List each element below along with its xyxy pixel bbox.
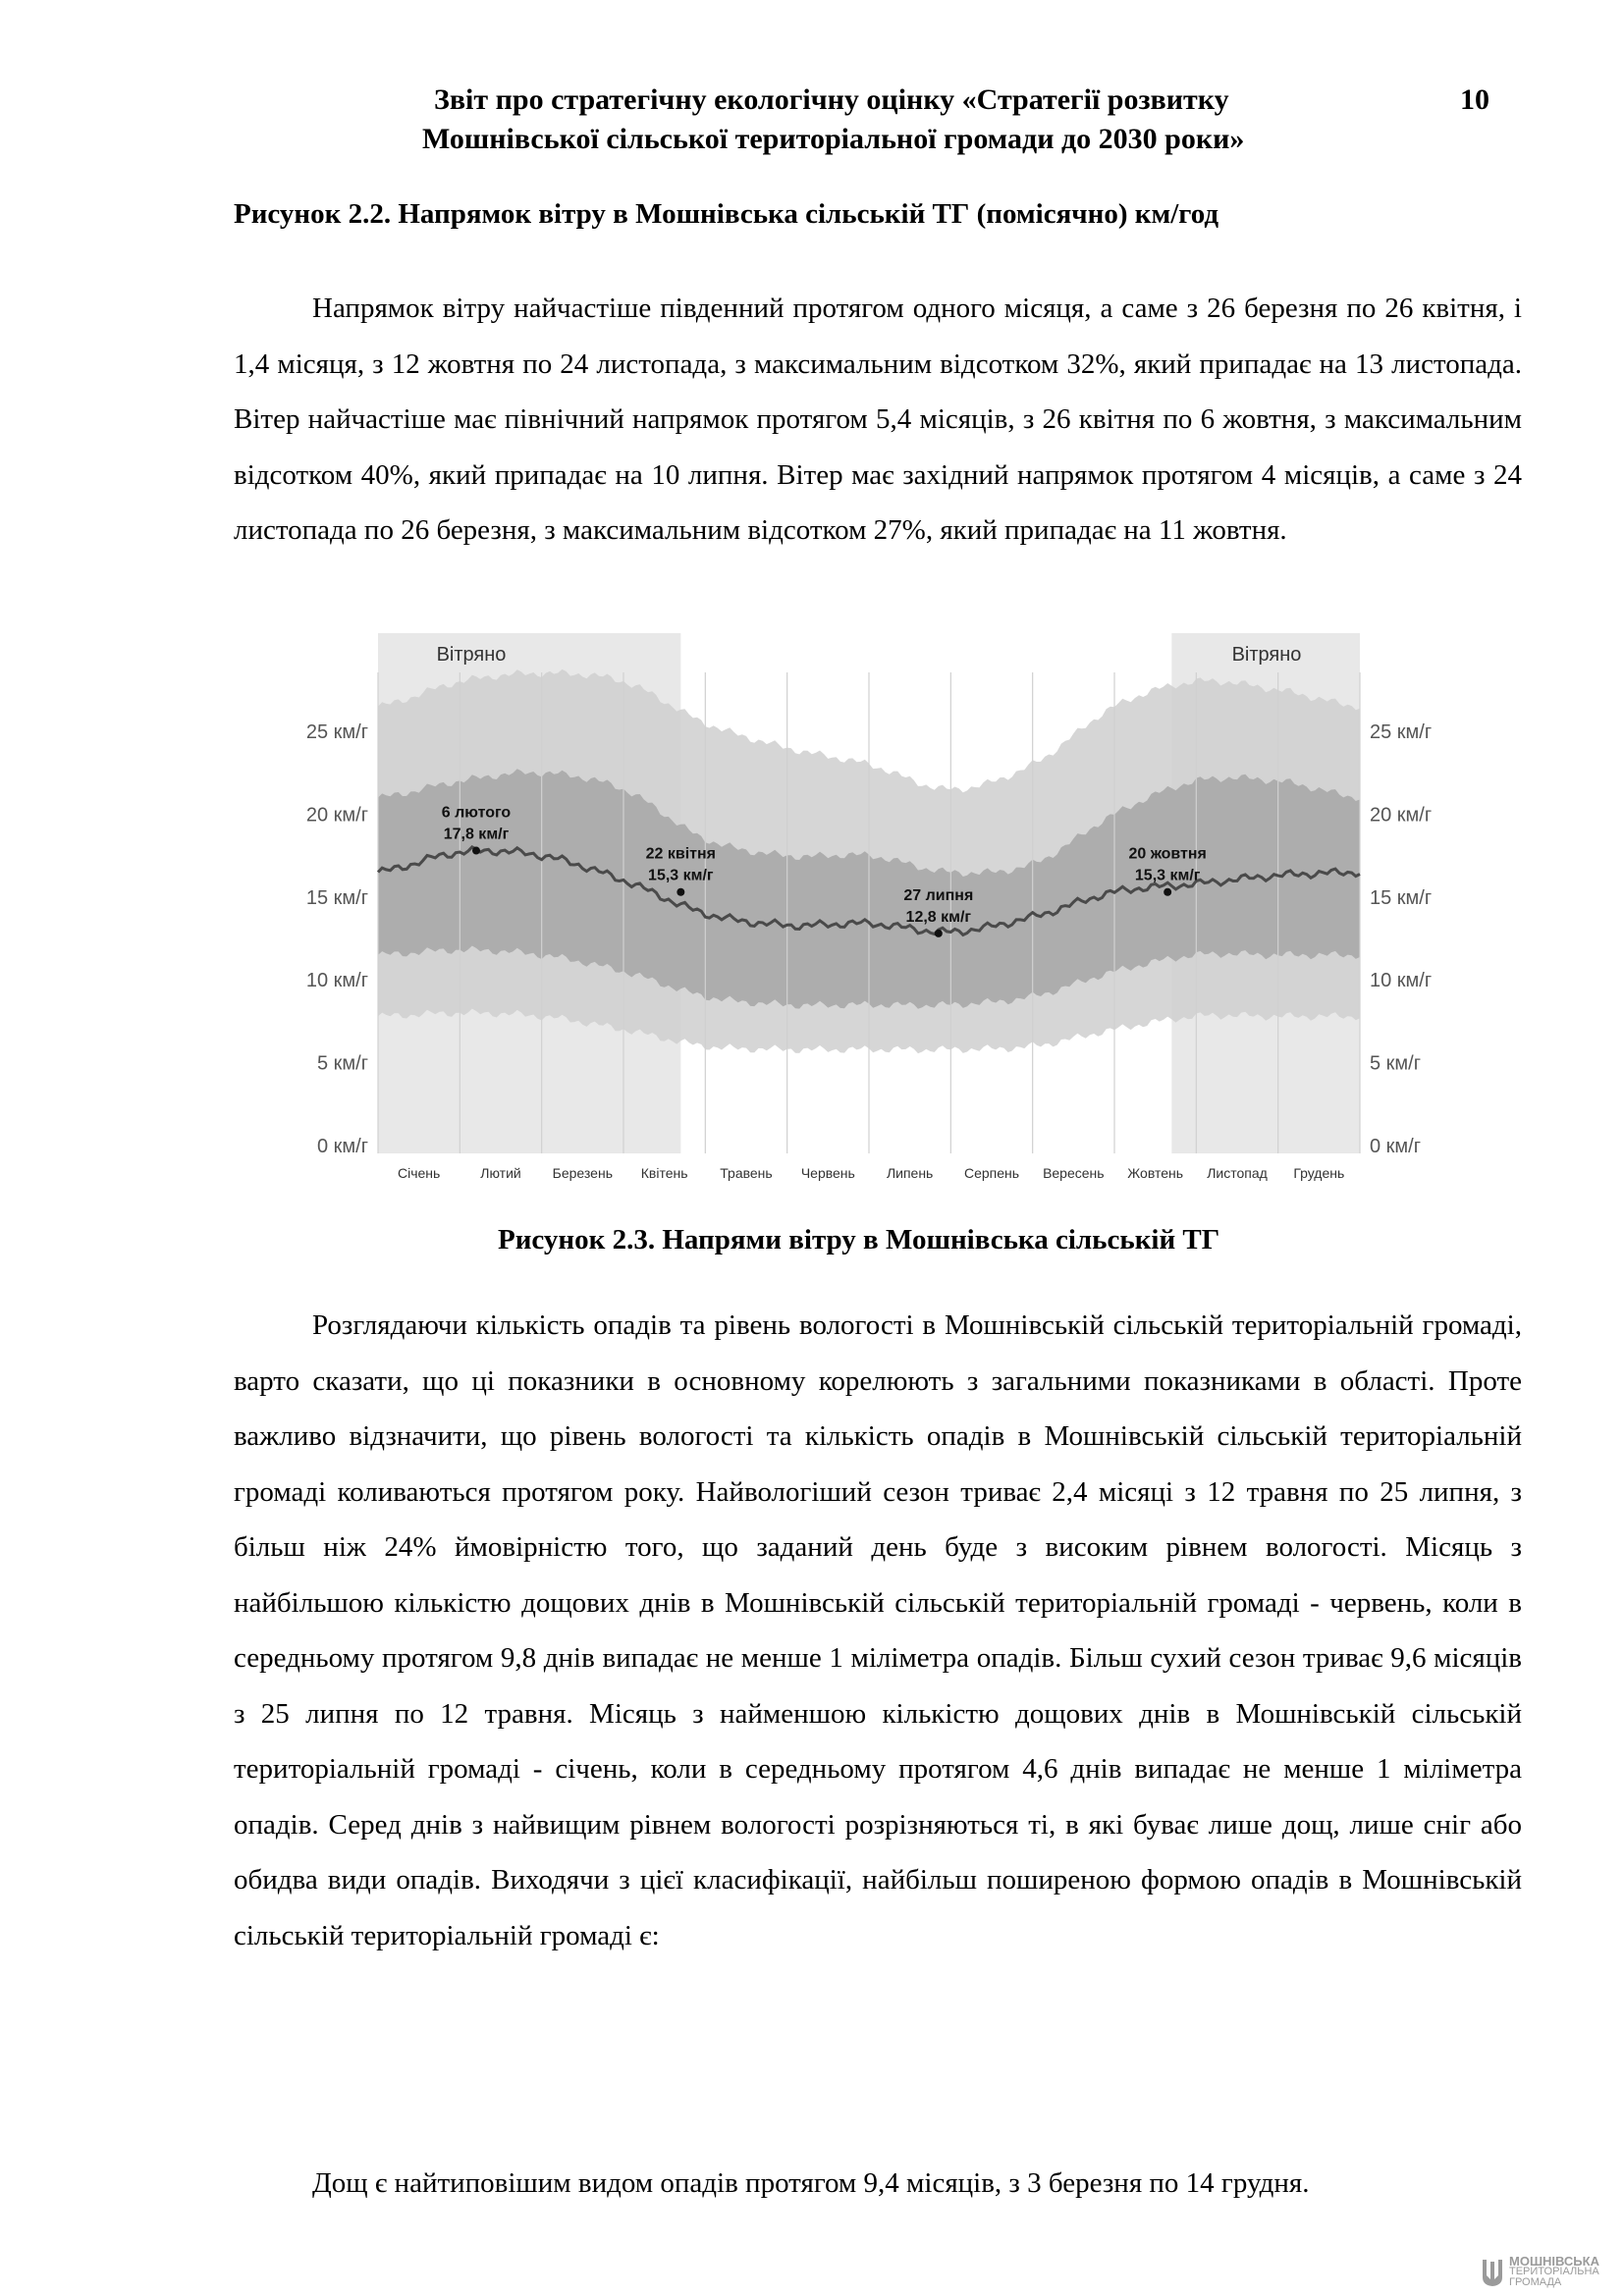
y-tick-right-20: 20 км/г: [1370, 804, 1433, 827]
x-tick-6: Червень: [800, 1165, 855, 1181]
annotation-point-2: [677, 888, 684, 896]
annotation-point-1: [472, 847, 480, 855]
header-title-line-2: Мошнівської сільської територіальної громади до 2030 роки»: [422, 123, 1245, 155]
paragraph-rain: [234, 2156, 1522, 2212]
logo-line-3: ГРОМАДА: [1509, 2276, 1562, 2288]
logo-text: [1509, 2256, 1599, 2288]
paragraph-2-text: Розглядаючи кількість опадів та рівень вологості в Мошнівській сільській територіальній громаді, варто сказати, що ці показники в основному корелюють з загальними показниками в області. Проте важливо відзначити, що рівень вологості та кількість опадів в Мошнівській сільській територіальній громаді коливаються протягом року. Найвологіший сезон триває 2,4 місяці з 12 травня по 25 липня, з більш ніж 24% ймовірністю того, що заданий день буде з високим рівнем вологості. Місяць з найбільшою кількістю дощових днів в Мошнівській сільській територіальній громаді - червень, коли в середньому протягом 9,8 днів випадає не менше 1 міліметра опадів. Більш сухий сезон триває 9,6 місяців з 25 липня по 12 травня. Місяць з найменшою кількістю дощових днів в Мошнівській сільській територіальній громаді - січень, коли в середньому протягом 4,6 днів випадає не менше 1 міліметра опадів. Серед днів з найвищим рівнем вологості розрізняються ті, в які буває лише дощ, лише сніг або обидва види опадів. Виходячи з цієї класифікації, найбільш поширеною формою опадів в Мошнівській сільській територіальній громаді є:: [234, 1309, 1522, 1951]
y-tick-right-5: 5 км/г: [1370, 1052, 1422, 1075]
y-tick-right-10: 10 км/г: [1370, 970, 1433, 992]
windy-label-1: Вітряно: [436, 644, 507, 666]
x-tick-1: Січень: [398, 1165, 441, 1181]
y-tick-right-0: 0 км/г: [1370, 1136, 1422, 1157]
x-tick-9: Вересень: [1043, 1165, 1105, 1181]
paragraph-wind-direction: [234, 281, 1522, 559]
figure-2-3-caption: Рисунок 2.3. Напрями вітру в Мошнівська сільській ТГ: [498, 1224, 1220, 1255]
annotation-value-2: 15,3 км/г: [648, 867, 714, 884]
annotation-date-4: 20 жовтня: [1128, 845, 1207, 863]
y-tick-left-5: 5 км/г: [316, 1052, 368, 1075]
x-tick-8: Серпень: [963, 1165, 1020, 1181]
y-tick-right-25: 25 км/г: [1370, 721, 1433, 743]
figure-2-2-caption: Рисунок 2.2. Напрямок вітру в Мошнівська сільській ТГ (помісячно) км/год: [234, 198, 1219, 230]
y-tick-left-20: 20 км/г: [305, 804, 368, 827]
annotation-date-2: 22 квітня: [645, 845, 717, 863]
y-tick-left-15: 15 км/г: [305, 886, 368, 909]
y-tick-left-25: 25 км/г: [305, 721, 368, 743]
wind-speed-chart: [275, 628, 1492, 1188]
logo-line-1: МОШНІВСЬКА: [1509, 2254, 1599, 2269]
wind-speed-chart-svg: [275, 628, 1492, 1188]
annotation-point-3: [935, 930, 943, 937]
x-tick-11: Листопад: [1207, 1165, 1268, 1181]
annotation-point-4: [1164, 888, 1171, 896]
paragraph-precipitation: [234, 1298, 1522, 1963]
x-tick-7: Липень: [886, 1165, 934, 1181]
annotation-value-3: 12,8 км/г: [905, 908, 972, 926]
x-tick-4: Квітень: [640, 1165, 688, 1181]
x-tick-3: Березень: [552, 1165, 613, 1181]
header-title-line-1: Звіт про стратегічну екологічну оцінку «Стратегії розвитку: [434, 83, 1229, 116]
annotation-date-3: 27 липня: [903, 886, 974, 904]
x-tick-10: Жовтень: [1127, 1165, 1184, 1181]
annotation-value-1: 17,8 км/г: [443, 826, 510, 843]
windy-label-2: Вітряно: [1231, 644, 1302, 666]
annotation-value-4: 15,3 км/г: [1134, 867, 1201, 884]
paragraph-3-text: Дощ є найтиповішим видом опадів протягом 9,4 місяців, з 3 березня по 14 грудня.: [312, 2167, 1310, 2199]
page-number: 10: [1460, 83, 1489, 116]
x-tick-5: Травень: [720, 1165, 773, 1181]
y-tick-left-0: 0 км/г: [316, 1136, 368, 1157]
y-tick-right-15: 15 км/г: [1370, 886, 1433, 909]
x-tick-2: Лютий: [480, 1165, 521, 1181]
community-logo: [1481, 2256, 1618, 2289]
trident-icon: [1481, 2258, 1504, 2287]
annotation-date-1: 6 лютого: [441, 804, 512, 822]
logo-line-2: ТЕРИТОРІАЛЬНА: [1509, 2266, 1599, 2277]
y-tick-left-10: 10 км/г: [305, 970, 368, 992]
paragraph-1-text: Напрямок вітру найчастіше південний протягом одного місяця, а саме з 26 березня по 26 квітня, і 1,4 місяця, з 12 жовтня по 24 листопада, з максимальним відсотком 32%, який припадає на 13 листопада. Вітер найчастіше має північний напрямок протягом 5,4 місяців, з 26 квітня по 6 жовтня, з максимальним відсотком 40%, який припадає на 10 липня. Вітер має західний напрямок протягом 4 місяців, а саме з 24 листопада по 26 березня, з максимальним відсотком 27%, який припадає на 11 жовтня.: [234, 293, 1522, 546]
x-tick-12: Грудень: [1293, 1165, 1345, 1181]
